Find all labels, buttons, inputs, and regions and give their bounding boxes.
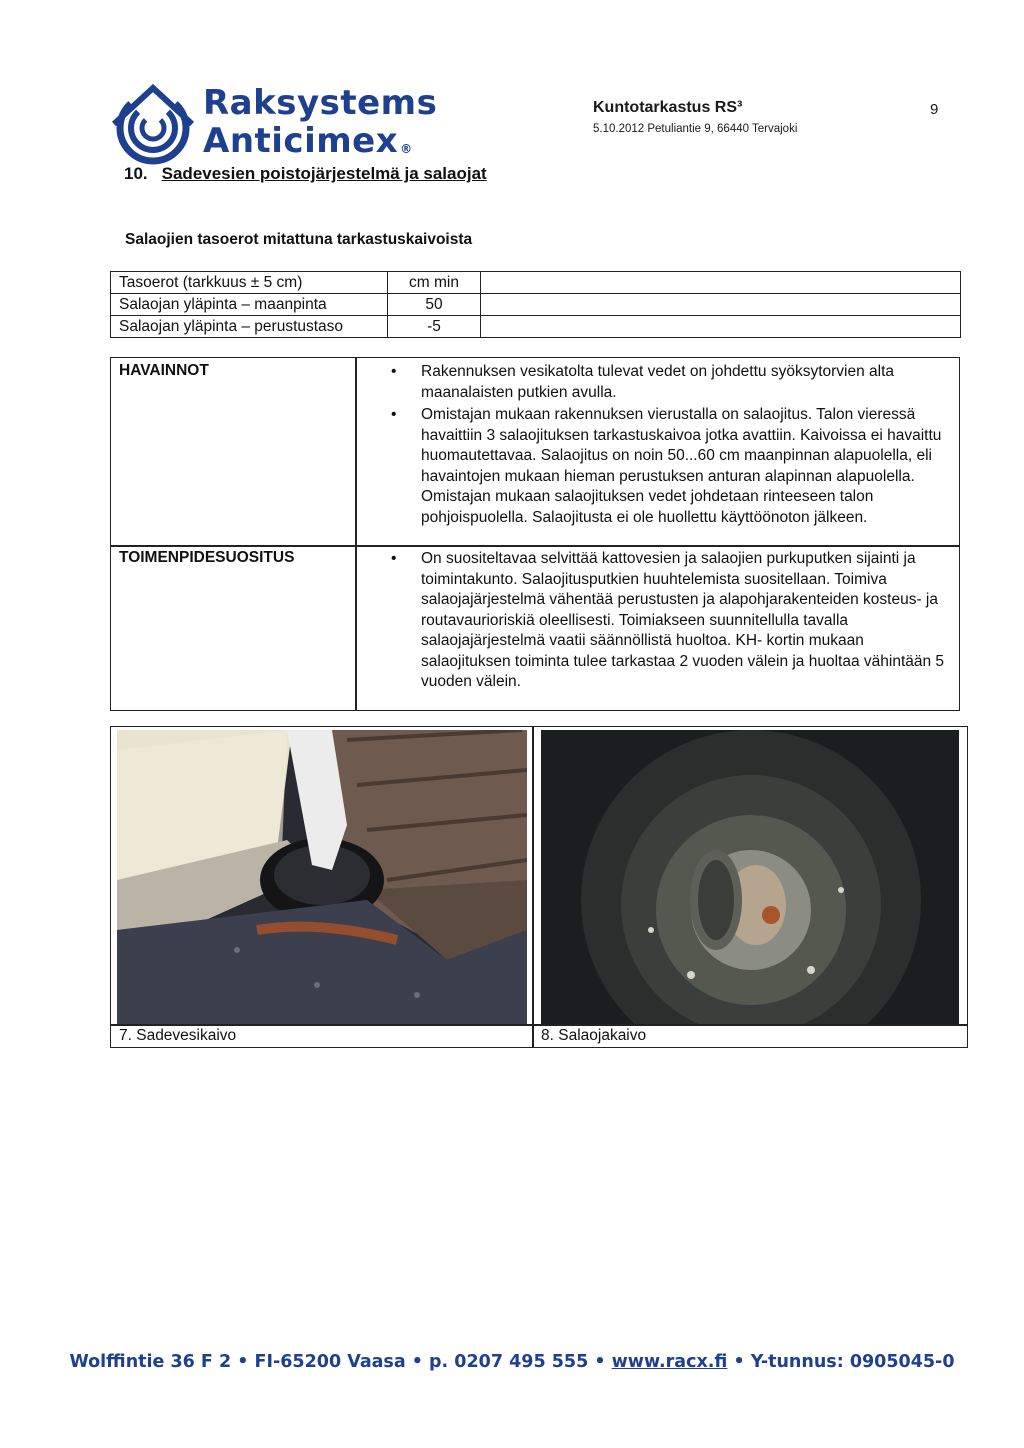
table-empty-cell (481, 294, 961, 316)
table-row (111, 294, 961, 316)
report-title: Kuntotarkastus RS³ (593, 99, 743, 116)
registered-mark: ® (400, 142, 413, 156)
recommendations-list (391, 549, 951, 695)
level-difference-table (110, 271, 961, 338)
bullet-icon: • (391, 363, 397, 380)
photo-drainage-well (541, 730, 959, 1024)
footer-website-link[interactable]: www.racx.fi (611, 1352, 728, 1372)
findings-row-divider (110, 545, 960, 547)
section-title: Sadevesien poistojärjestelmä ja salaojat (161, 164, 487, 183)
observations-list (391, 362, 951, 530)
table-header-label: Tasoerot (tarkkuus ± 5 cm) (111, 272, 388, 294)
table-empty-cell (481, 316, 961, 338)
row-value: -5 (388, 316, 481, 338)
level-table-heading: Salaojien tasoerot mitattuna tarkastuskaivoista (125, 231, 473, 248)
photo-column-divider (532, 726, 534, 1048)
observation-text: Rakennuksen vesikatolta tulevat vedet on johdettu syöksytorvien alta maanalaisten putkien avulla. (421, 363, 895, 401)
section-heading (124, 164, 487, 184)
row-value: 50 (388, 294, 481, 316)
table-row (111, 316, 961, 338)
recommendations-label: TOIMENPIDESUOSITUS (119, 549, 295, 566)
logo-line-raksystems: Raksystems (203, 83, 438, 123)
findings-column-divider (355, 357, 357, 711)
table-header-row (111, 272, 961, 294)
list-item (391, 549, 951, 693)
logo-wordmark (203, 84, 437, 160)
caption-row-divider (110, 1024, 968, 1026)
report-subtitle: 5.10.2012 Petuliantie 9, 66440 Tervajoki (593, 123, 798, 135)
bullet-icon: • (391, 406, 397, 423)
recommendation-text: On suositeltavaa selvittää kattovesien ja salaojien purkuputken sijainti ja toimintakunto. Salaojitusputkien huuhtelemista suositellaan. Toimiva salaojajärjestelmä vähentää perustusten ja alapohjarakenteiden kosteus- ja routavaurioriskiä oleellisesti. Toimiakseen suunnitellulla tavalla salaojajärjestelmä vaatii säännöllistä huoltoa. KH- kortin mukaan salaojituksen toiminta tulee tarkastaa 2 vuoden välein ja huoltaa vähintään 5 vuoden välein. (421, 550, 945, 690)
anticimex-logo-icon (112, 84, 194, 166)
footer-business-id: • Y-tunnus: 0905045-0 (727, 1352, 955, 1372)
footer (0, 1352, 1024, 1372)
footer-address: Wolffintie 36 F 2 • FI-65200 Vaasa • p. 0207 495 555 • (69, 1352, 612, 1372)
observation-text: Omistajan mukaan rakennuksen vierustalla on salaojitus. Talon vieressä havaittiin 3 salaojituksen tarkastuskaivoa jotka avattiin. Kaivoissa ei havaittu huomautettavaa. Salaojitus on noin 50...60 cm maanpinnan alapuolella, eli havaintojen mukaan hieman perustuksen anturan alapinnan alapuolella. Omistajan mukaan salaojituksen vedet johdetaan rinteeseen talon pohjoispuolella. Salaojitusta ei ole huollettu käyttöönoton jälkeen. (421, 406, 942, 526)
photo-rainwater-well (117, 730, 527, 1024)
table-empty-cell (481, 272, 961, 294)
row-label: Salaojan yläpinta – maanpinta (111, 294, 388, 316)
section-number: 10. (124, 164, 148, 183)
photo-caption: 7. Sadevesikaivo (119, 1027, 237, 1044)
row-label: Salaojan yläpinta – perustustaso (111, 316, 388, 338)
table-header-unit: cm min (388, 272, 481, 294)
logo-line-anticimex: Anticimex ® (203, 121, 413, 161)
list-item (391, 405, 951, 528)
photo-caption: 8. Salaojakaivo (541, 1027, 647, 1044)
page-number: 9 (930, 101, 939, 118)
list-item (391, 362, 951, 403)
observations-label: HAVAINNOT (119, 362, 209, 379)
bullet-icon: • (391, 550, 397, 567)
